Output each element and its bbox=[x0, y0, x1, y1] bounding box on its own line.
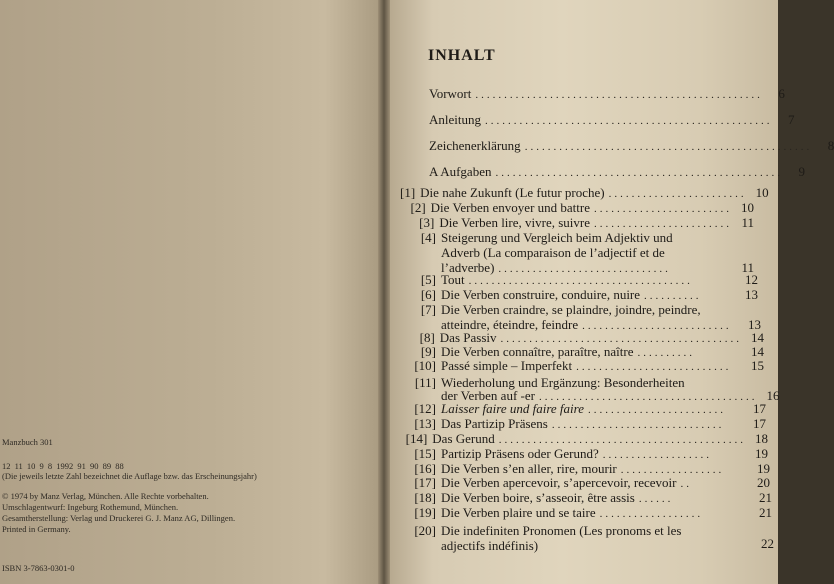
toc-item-title-line: der Verben auf -er bbox=[441, 388, 535, 403]
toc-item-title-line: Steigerung und Vergleich beim Adjektiv und bbox=[441, 230, 673, 245]
toc-item-title: Die Verben lire, vivre, suivre bbox=[439, 215, 590, 230]
toc-item-title-line: adjectifs indéfinis) bbox=[441, 538, 539, 553]
toc-item-page: 14 bbox=[751, 330, 764, 345]
toc-item-title: Die Verben apercevoir, s’apercevoir, recevoir bbox=[441, 475, 677, 490]
toc-entry-page: 7 bbox=[788, 112, 795, 127]
toc-item-number: [12] bbox=[414, 401, 436, 416]
toc-item-number: [8] bbox=[419, 330, 435, 345]
toc-item-page: 15 bbox=[751, 358, 764, 373]
cover-design-line: Umschlagentwurf: Ingeburg Rothemund, München. bbox=[2, 502, 179, 512]
printed-line: Printed in Germany. bbox=[2, 524, 71, 534]
toc-item-number: [5] bbox=[420, 272, 436, 287]
toc-entry-page: 8 bbox=[827, 138, 834, 153]
toc-item-title: Die Verben boire, s’asseoir, être assis bbox=[441, 490, 635, 505]
toc-item-title: Die Verben plaire und se taire bbox=[441, 505, 596, 520]
toc-item-title-line: Die Verben craindre, se plaindre, joindre, peindre, bbox=[441, 302, 701, 317]
toc-item-title-line: atteindre, éteindre, feindre bbox=[441, 317, 579, 332]
production-line: Gesamtherstellung: Verlag und Druckerei G. J. Manz AG, Dillingen. bbox=[2, 513, 236, 523]
toc-item-number: [7] bbox=[420, 302, 436, 317]
toc-item-number: [15] bbox=[414, 446, 436, 461]
toc-item: [1] Die nahe Zukunft (Le futur proche) ........................ 10 bbox=[400, 185, 769, 200]
toc-item-page: 17 bbox=[753, 401, 766, 416]
toc-item-title: Laisser faire und faire faire bbox=[441, 401, 584, 416]
toc-item-number: [20] bbox=[414, 523, 436, 538]
toc-item-page: 13 bbox=[745, 287, 758, 302]
toc-item-number: [6] bbox=[420, 287, 436, 302]
toc-entry-page: 6 bbox=[778, 86, 785, 101]
toc-entry-page: 9 bbox=[798, 164, 805, 179]
toc-item-title: Die nahe Zukunft (Le futur proche) bbox=[420, 185, 605, 200]
toc-item-page: 14 bbox=[751, 344, 764, 359]
toc-item-page: 19 bbox=[755, 446, 768, 461]
toc-item-number: [10] bbox=[414, 358, 436, 373]
toc-section-a: A Aufgaben .................................................. 9 bbox=[429, 164, 805, 179]
toc-item-page: 10 bbox=[755, 185, 769, 200]
copyright-line: © 1974 by Manz Verlag, München. Alle Rechte vorbehalten. bbox=[2, 491, 209, 501]
toc-item: [19] Die Verben plaire und se taire .................. 21 bbox=[400, 505, 772, 522]
toc-item-title-line: Die indefiniten Pronomen (Les pronoms et les bbox=[441, 523, 682, 538]
toc-entry-title: A Aufgaben bbox=[429, 164, 492, 179]
toc-item-number: [4] bbox=[420, 230, 436, 245]
toc-item: [3] Die Verben lire, vivre, suivre ........................ 11 bbox=[400, 215, 754, 232]
toc-item-number: [13] bbox=[414, 416, 436, 431]
toc-item-page: 11 bbox=[741, 215, 754, 230]
toc-item-number: [2] bbox=[410, 200, 426, 215]
toc-item-title: Tout bbox=[441, 272, 465, 287]
toc-item-title-line: l’adverbe) bbox=[441, 260, 495, 275]
toc-entry-title: Anleitung bbox=[429, 112, 481, 127]
toc-item-number: [3] bbox=[419, 215, 435, 230]
toc-item-page: 17 bbox=[753, 416, 766, 431]
toc-item: [8] Das Passiv .......................................... 14 bbox=[400, 330, 764, 347]
toc-item: [16] Die Verben s’en aller, rire, mourir .................. 19 bbox=[400, 461, 770, 478]
toc-item-last-line: l’adverbe) .............................. 11 bbox=[441, 260, 754, 275]
toc-item-page: 21 bbox=[759, 490, 772, 505]
toc-item: [5] Tout ....................................... 12 bbox=[400, 272, 758, 289]
toc-entry: Vorwort .................................................. 6 bbox=[429, 86, 785, 101]
toc-item-page: 16 bbox=[766, 388, 780, 403]
toc-item-number: [19] bbox=[414, 505, 436, 520]
toc-item: [15] Partizip Präsens oder Gerund? ................... 19 bbox=[400, 446, 768, 463]
toc-entry-title: Zeichenerklärung bbox=[429, 138, 521, 153]
toc-item-title: Die Verben envoyer und battre bbox=[430, 200, 590, 215]
toc-item: [17] Die Verben apercevoir, s’apercevoir, recevoir .. 20 bbox=[400, 475, 770, 492]
toc-item-number: [16] bbox=[414, 461, 436, 476]
toc-item: [12] Laisser faire und faire faire ........................ 17 bbox=[400, 401, 766, 418]
toc-entry: Anleitung .................................................. 7 bbox=[429, 112, 795, 127]
toc-item-title: Das Passiv bbox=[439, 330, 497, 345]
toc-item-page: 13 bbox=[748, 317, 761, 332]
toc-item-page: 12 bbox=[745, 272, 758, 287]
toc-item-number: [14] bbox=[405, 431, 428, 446]
toc-item-page: 18 bbox=[755, 431, 768, 446]
toc-item-title: Die Verben construire, conduire, nuire bbox=[441, 287, 641, 302]
toc-item-page: 10 bbox=[741, 200, 754, 215]
toc-item-page: 22 bbox=[761, 536, 774, 551]
toc-item-last-line: der Verben auf -er ...................................... 16 bbox=[441, 388, 780, 403]
toc-item-number: [17] bbox=[414, 475, 436, 490]
toc-item-title: Die Verben connaître, paraître, naître bbox=[441, 344, 634, 359]
toc-item-title: Das Gerund bbox=[432, 431, 495, 446]
toc-item: [10] Passé simple – Imperfekt ........................... 15 bbox=[400, 358, 764, 375]
toc-item-page: 21 bbox=[759, 505, 772, 520]
toc-item: [14] Das Gerund ........................................... 18 bbox=[400, 431, 768, 448]
toc-heading: INHALT bbox=[428, 47, 496, 64]
series-label: Manzbuch 301 bbox=[2, 437, 53, 447]
toc-item: [18] Die Verben boire, s’asseoir, être assis ...... 21 bbox=[400, 490, 772, 507]
toc-entry: Zeichenerklärung .................................................. 8 bbox=[429, 138, 834, 153]
toc-item-page: 19 bbox=[757, 461, 770, 476]
toc-item-number: [1] bbox=[400, 185, 416, 200]
toc-item-number: [9] bbox=[420, 344, 436, 359]
toc-item-title-line: Adverb (La comparaison de l’adjectif et de bbox=[441, 245, 665, 260]
toc-item: [6] Die Verben construire, conduire, nuire .......... 13 bbox=[400, 287, 758, 304]
toc-item-title-line: Wiederholung und Ergänzung: Besonderheiten bbox=[441, 375, 685, 390]
impression-numbers: 12 11 10 9 8 1992 91 90 89 88 bbox=[2, 461, 124, 471]
impression-note: (Die jeweils letzte Zahl bezeichnet die Auflage bzw. das Erscheinungsjahr) bbox=[2, 471, 257, 481]
toc-item-title: Die Verben s’en aller, rire, mourir bbox=[441, 461, 617, 476]
toc-entry-title: Vorwort bbox=[429, 86, 472, 101]
toc-item-number: [18] bbox=[414, 490, 436, 505]
toc-item-number: [11] bbox=[414, 375, 436, 390]
toc-item: [13] Das Partizip Präsens .............................. 17 bbox=[400, 416, 766, 433]
toc-item: [9] Die Verben connaître, paraître, naître .......... 14 bbox=[400, 344, 764, 361]
toc-item-title: Partizip Präsens oder Gerund? bbox=[441, 446, 599, 461]
toc-item-last-line: atteindre, éteindre, feindre .......................... 13 bbox=[441, 317, 761, 332]
toc-item-title: Das Partizip Präsens bbox=[441, 416, 548, 431]
isbn: ISBN 3-7863-0301-0 bbox=[2, 563, 75, 573]
toc-item-page: 20 bbox=[757, 475, 770, 490]
toc-item-page: 11 bbox=[741, 260, 754, 275]
toc-item: [2] Die Verben envoyer und battre ........................ 10 bbox=[400, 200, 754, 217]
toc-item-title: Passé simple – Imperfekt bbox=[441, 358, 573, 373]
